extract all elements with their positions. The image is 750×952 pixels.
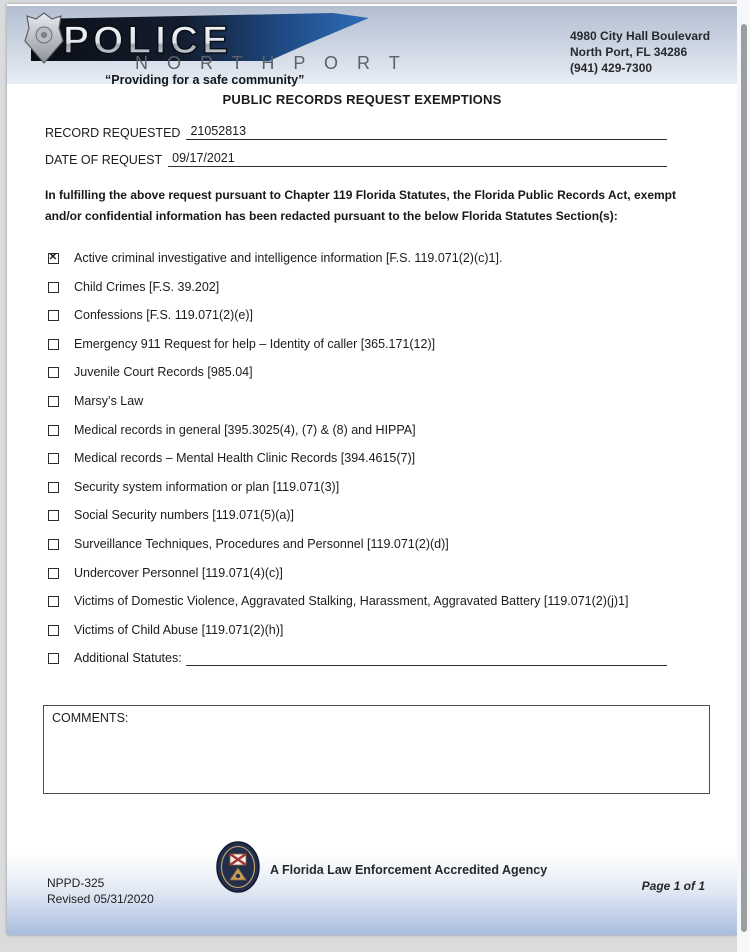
exemptions-list: [45, 251, 667, 680]
north-port-label: N O R T H P O R T: [135, 53, 407, 73]
exemption-row: [45, 365, 667, 394]
accreditation-text: A Florida Law Enforcement Accredited Agency: [270, 863, 548, 877]
date-of-request-label: DATE OF REQUEST: [45, 153, 163, 167]
exemption-row: [45, 566, 667, 595]
exemption-row: [45, 308, 667, 337]
intro-paragraph: In fulfilling the above request pursuant to Chapter 119 Florida Statutes, the Florida Public Records Act, exempt and/or confidential information has been redacted pursuant to the below Florida Statutes Section(s):: [45, 188, 676, 223]
checkbox-unchecked-icon[interactable]: [48, 510, 59, 521]
checkbox-unchecked-icon[interactable]: [48, 596, 59, 607]
scrollbar-track[interactable]: [737, 0, 750, 952]
revision-date: Revised 05/31/2020: [47, 892, 154, 906]
exemption-row: [45, 337, 667, 366]
exemption-row: [45, 480, 667, 509]
logo-tagline: “Providing for a safe community”: [105, 73, 305, 87]
exemption-row: [45, 623, 667, 652]
exemption-label: Surveillance Techniques, Procedures and Personnel [119.071(2)(d)]: [74, 536, 449, 551]
checkbox-unchecked-icon[interactable]: [48, 539, 59, 550]
exemption-label: Victims of Domestic Violence, Aggravated Stalking, Harassment, Aggravated Battery [119.071(2)(j)1]: [74, 594, 629, 609]
comments-box[interactable]: [43, 705, 710, 794]
additional-statutes-line[interactable]: [186, 651, 667, 666]
exemption-label: Active criminal investigative and intelligence information [F.S. 119.071(2)(c)1].: [74, 251, 503, 265]
exemption-label: Undercover Personnel [119.071(4)(c)]: [74, 565, 283, 580]
page-title: PUBLIC RECORDS REQUEST EXEMPTIONS: [222, 92, 502, 107]
checkbox-unchecked-icon[interactable]: [48, 625, 59, 636]
checkbox-unchecked-icon[interactable]: [48, 653, 59, 664]
form-number: NPPD-325: [47, 876, 105, 890]
exemption-label: Medical records – Mental Health Clinic Records [394.4615(7)]: [74, 451, 416, 466]
footer-band: [7, 855, 737, 935]
checkbox-unchecked-icon[interactable]: [48, 282, 59, 293]
address-line2: North Port, FL 34286: [570, 45, 688, 59]
exemption-row: [45, 394, 667, 423]
exemption-row: [45, 537, 667, 566]
exemption-row: [45, 651, 667, 680]
exemption-row: [45, 508, 667, 537]
checkbox-unchecked-icon[interactable]: [48, 568, 59, 579]
exemption-label: Emergency 911 Request for help – Identity of caller [365.171(12)]: [74, 336, 436, 351]
exemption-row: [45, 594, 667, 623]
date-of-request-value[interactable]: 09/17/2021: [168, 151, 667, 167]
exemption-row: [45, 423, 667, 452]
checkbox-unchecked-icon[interactable]: [48, 396, 59, 407]
checkbox-checked-icon[interactable]: [48, 253, 59, 264]
exemption-label: Marsy’s Law: [74, 393, 144, 408]
exemption-label: Additional Statutes:: [74, 651, 182, 666]
exemption-row: [45, 451, 667, 480]
checkbox-unchecked-icon[interactable]: [48, 339, 59, 350]
checkbox-unchecked-icon[interactable]: [48, 482, 59, 493]
exemption-row: [45, 280, 667, 309]
page-number: Page 1 of 1: [641, 879, 705, 893]
record-requested-label: RECORD REQUESTED: [45, 126, 181, 140]
exemption-label: Social Security numbers [119.071(5)(a)]: [74, 508, 295, 523]
svg-text:POLICE: POLICE: [63, 19, 233, 62]
exemption-label: Security system information or plan [119.071(3)]: [74, 479, 340, 494]
document-page: [7, 4, 737, 935]
exemption-label: Medical records in general [395.3025(4), (7) & (8) and HIPPA]: [74, 422, 416, 437]
exemption-label: Victims of Child Abuse [119.071(2)(h)]: [74, 622, 284, 637]
exemption-label: Confessions [F.S. 119.071(2)(e)]: [74, 308, 254, 323]
header-band: [7, 6, 737, 87]
checkbox-unchecked-icon[interactable]: [48, 310, 59, 321]
address-line1: 4980 City Hall Boulevard: [570, 29, 711, 43]
comments-label: COMMENTS:: [52, 711, 129, 725]
record-requested-field: [45, 123, 667, 140]
checkbox-unchecked-icon[interactable]: [48, 367, 59, 378]
address-line3: (941) 429-7300: [570, 61, 653, 75]
address-block: [570, 28, 710, 76]
exemption-label: Child Crimes [F.S. 39.202]: [74, 279, 220, 294]
exemption-row: [45, 251, 667, 280]
police-logo: [17, 9, 407, 87]
exemption-label: Juvenile Court Records [985.04]: [74, 365, 253, 380]
record-requested-value[interactable]: 21052813: [186, 124, 667, 140]
checkbox-unchecked-icon[interactable]: [48, 453, 59, 464]
checkbox-unchecked-icon[interactable]: [48, 425, 59, 436]
date-of-request-field: [45, 150, 667, 167]
scrollbar-thumb[interactable]: [741, 24, 747, 932]
accreditation-seal-icon: [215, 840, 261, 894]
